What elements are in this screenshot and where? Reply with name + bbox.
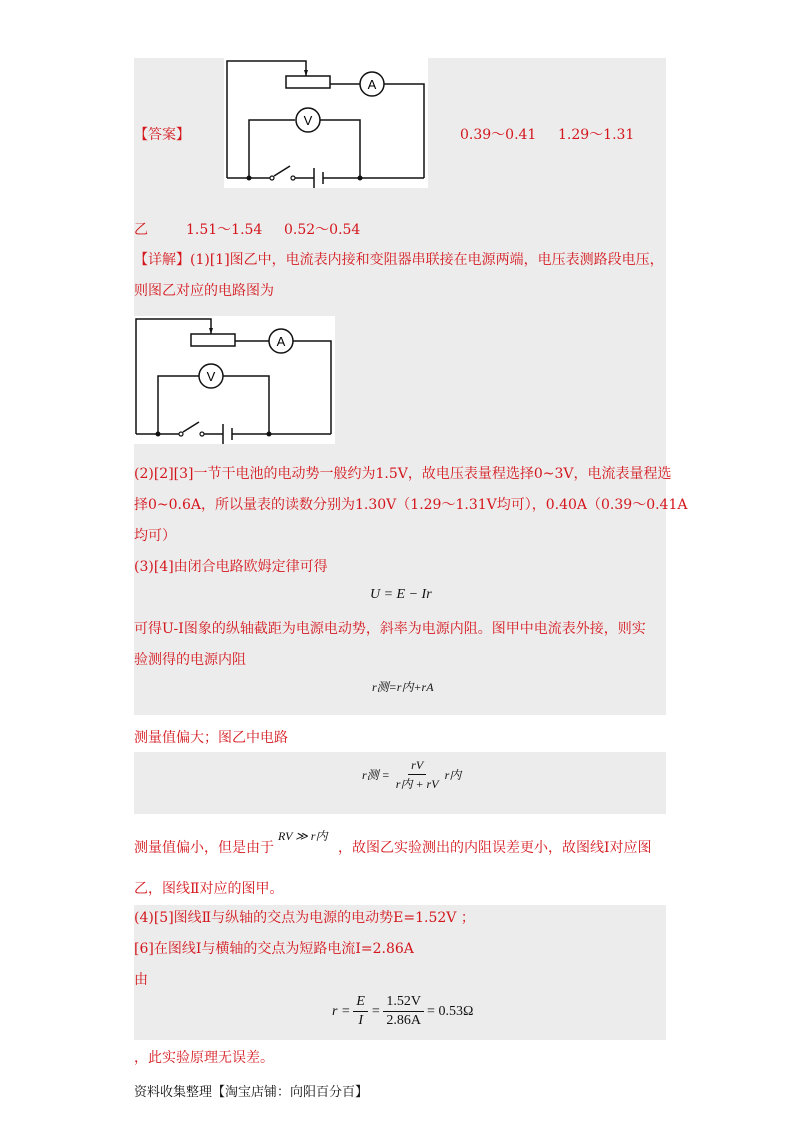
ammeter-label-1: A	[367, 77, 377, 92]
detail-p3-e	[134, 838, 274, 858]
detail-p4-b: [6]在图线Ⅰ与横轴的交点为短路电流I=2.86A	[134, 941, 414, 957]
eq5-den-2: 2.86A	[386, 1013, 422, 1028]
voltmeter-label-2: V	[206, 369, 216, 384]
equation-r-measured-b	[362, 756, 461, 793]
page-footer: 资料收集整理【淘宝店铺：向阳百分百】	[134, 1085, 369, 1100]
eq3-numerator: rV	[408, 756, 426, 775]
eq5-right: = 0.53Ω	[427, 1003, 474, 1019]
eq3-denominator: r内 + rV	[395, 777, 439, 791]
detail-p4-a: (4)[5]图线Ⅱ与纵轴的交点为电源的电动势E=1.52V ；	[134, 910, 475, 926]
eq3-right: r内	[444, 768, 462, 782]
answer-value-c: 1.51～1.54	[186, 222, 263, 238]
detail-p4-d: ，此实验原理无误差。	[134, 1050, 274, 1066]
equation-rv-much-greater: RV ≫ r内	[278, 829, 328, 843]
answer-value-b: 1.29～1.31	[558, 127, 635, 143]
circuit-diagram-answer	[224, 58, 428, 188]
detail-p3-c: 验测得的电源内阻	[134, 652, 246, 668]
detail-p2-b: 择0~0.6A，所以量表的读数分别为1.30V（1.29～1.31V均可），0.40A（0.39～0.41A	[134, 497, 688, 513]
detail-p1-a: (1)[1]图乙中，电流表内接和变阻器串联接在电源两端，电压表测路段电压，	[190, 252, 664, 268]
eq5-left: r =	[332, 1003, 351, 1019]
detail-p2-a: (2)[2][3]一节干电池的电动势一般约为1.5V，故电压表量程选择0~3V，电流表量程选	[134, 466, 672, 482]
detail-p3-b: 可得U-I图象的纵轴截距为电源电动势，斜率为电源内阻。图甲中电流表外接，则实	[134, 621, 646, 637]
voltmeter-label-1: V	[303, 113, 313, 128]
answer-yi: 乙	[134, 222, 148, 238]
detail-p3-f: 乙，图线Ⅱ对应的图甲。	[134, 881, 284, 897]
detail-p2-c: 均可）	[134, 528, 176, 544]
answer-value-d: 0.52～0.54	[284, 222, 361, 238]
detail-p3-a: (3)[4]由闭合电路欧姆定律可得	[134, 559, 328, 575]
eq5-fraction-2	[383, 993, 424, 1030]
detail-line-1	[134, 250, 664, 270]
eq5-num-2: 1.52V	[383, 993, 424, 1012]
equation-internal-resistance	[332, 993, 473, 1030]
ammeter-label-2: A	[276, 334, 286, 349]
eq5-den-1: I	[358, 1013, 364, 1028]
eq3-left: r测 =	[362, 768, 390, 782]
detail-p1-b: 则图乙对应的电路图为	[134, 283, 274, 299]
eq5-equals: =	[370, 1003, 381, 1019]
detail-p4-c: 由	[134, 972, 148, 988]
eq3-fraction	[393, 756, 442, 793]
eq5-num-1: E	[353, 993, 368, 1012]
equation-ohm-law: U = E − Ir	[370, 587, 432, 602]
eq5-fraction-1	[353, 993, 368, 1030]
detail-p3-e1: 测量值偏小，但是由于	[134, 840, 274, 856]
circuit-diagram-detail	[133, 316, 335, 444]
answer-label: 【答案】	[134, 127, 190, 143]
detail-label: 【详解】	[134, 252, 190, 268]
equation-r-measured-a: r测=r内+rA	[372, 680, 434, 694]
detail-p3-d: 测量值偏大；图乙中电路	[134, 730, 288, 746]
detail-p3-e2: ，故图乙实验测出的内阻误差更小，故图线Ⅰ对应图	[338, 840, 652, 856]
answer-value-a: 0.39～0.41	[460, 127, 537, 143]
